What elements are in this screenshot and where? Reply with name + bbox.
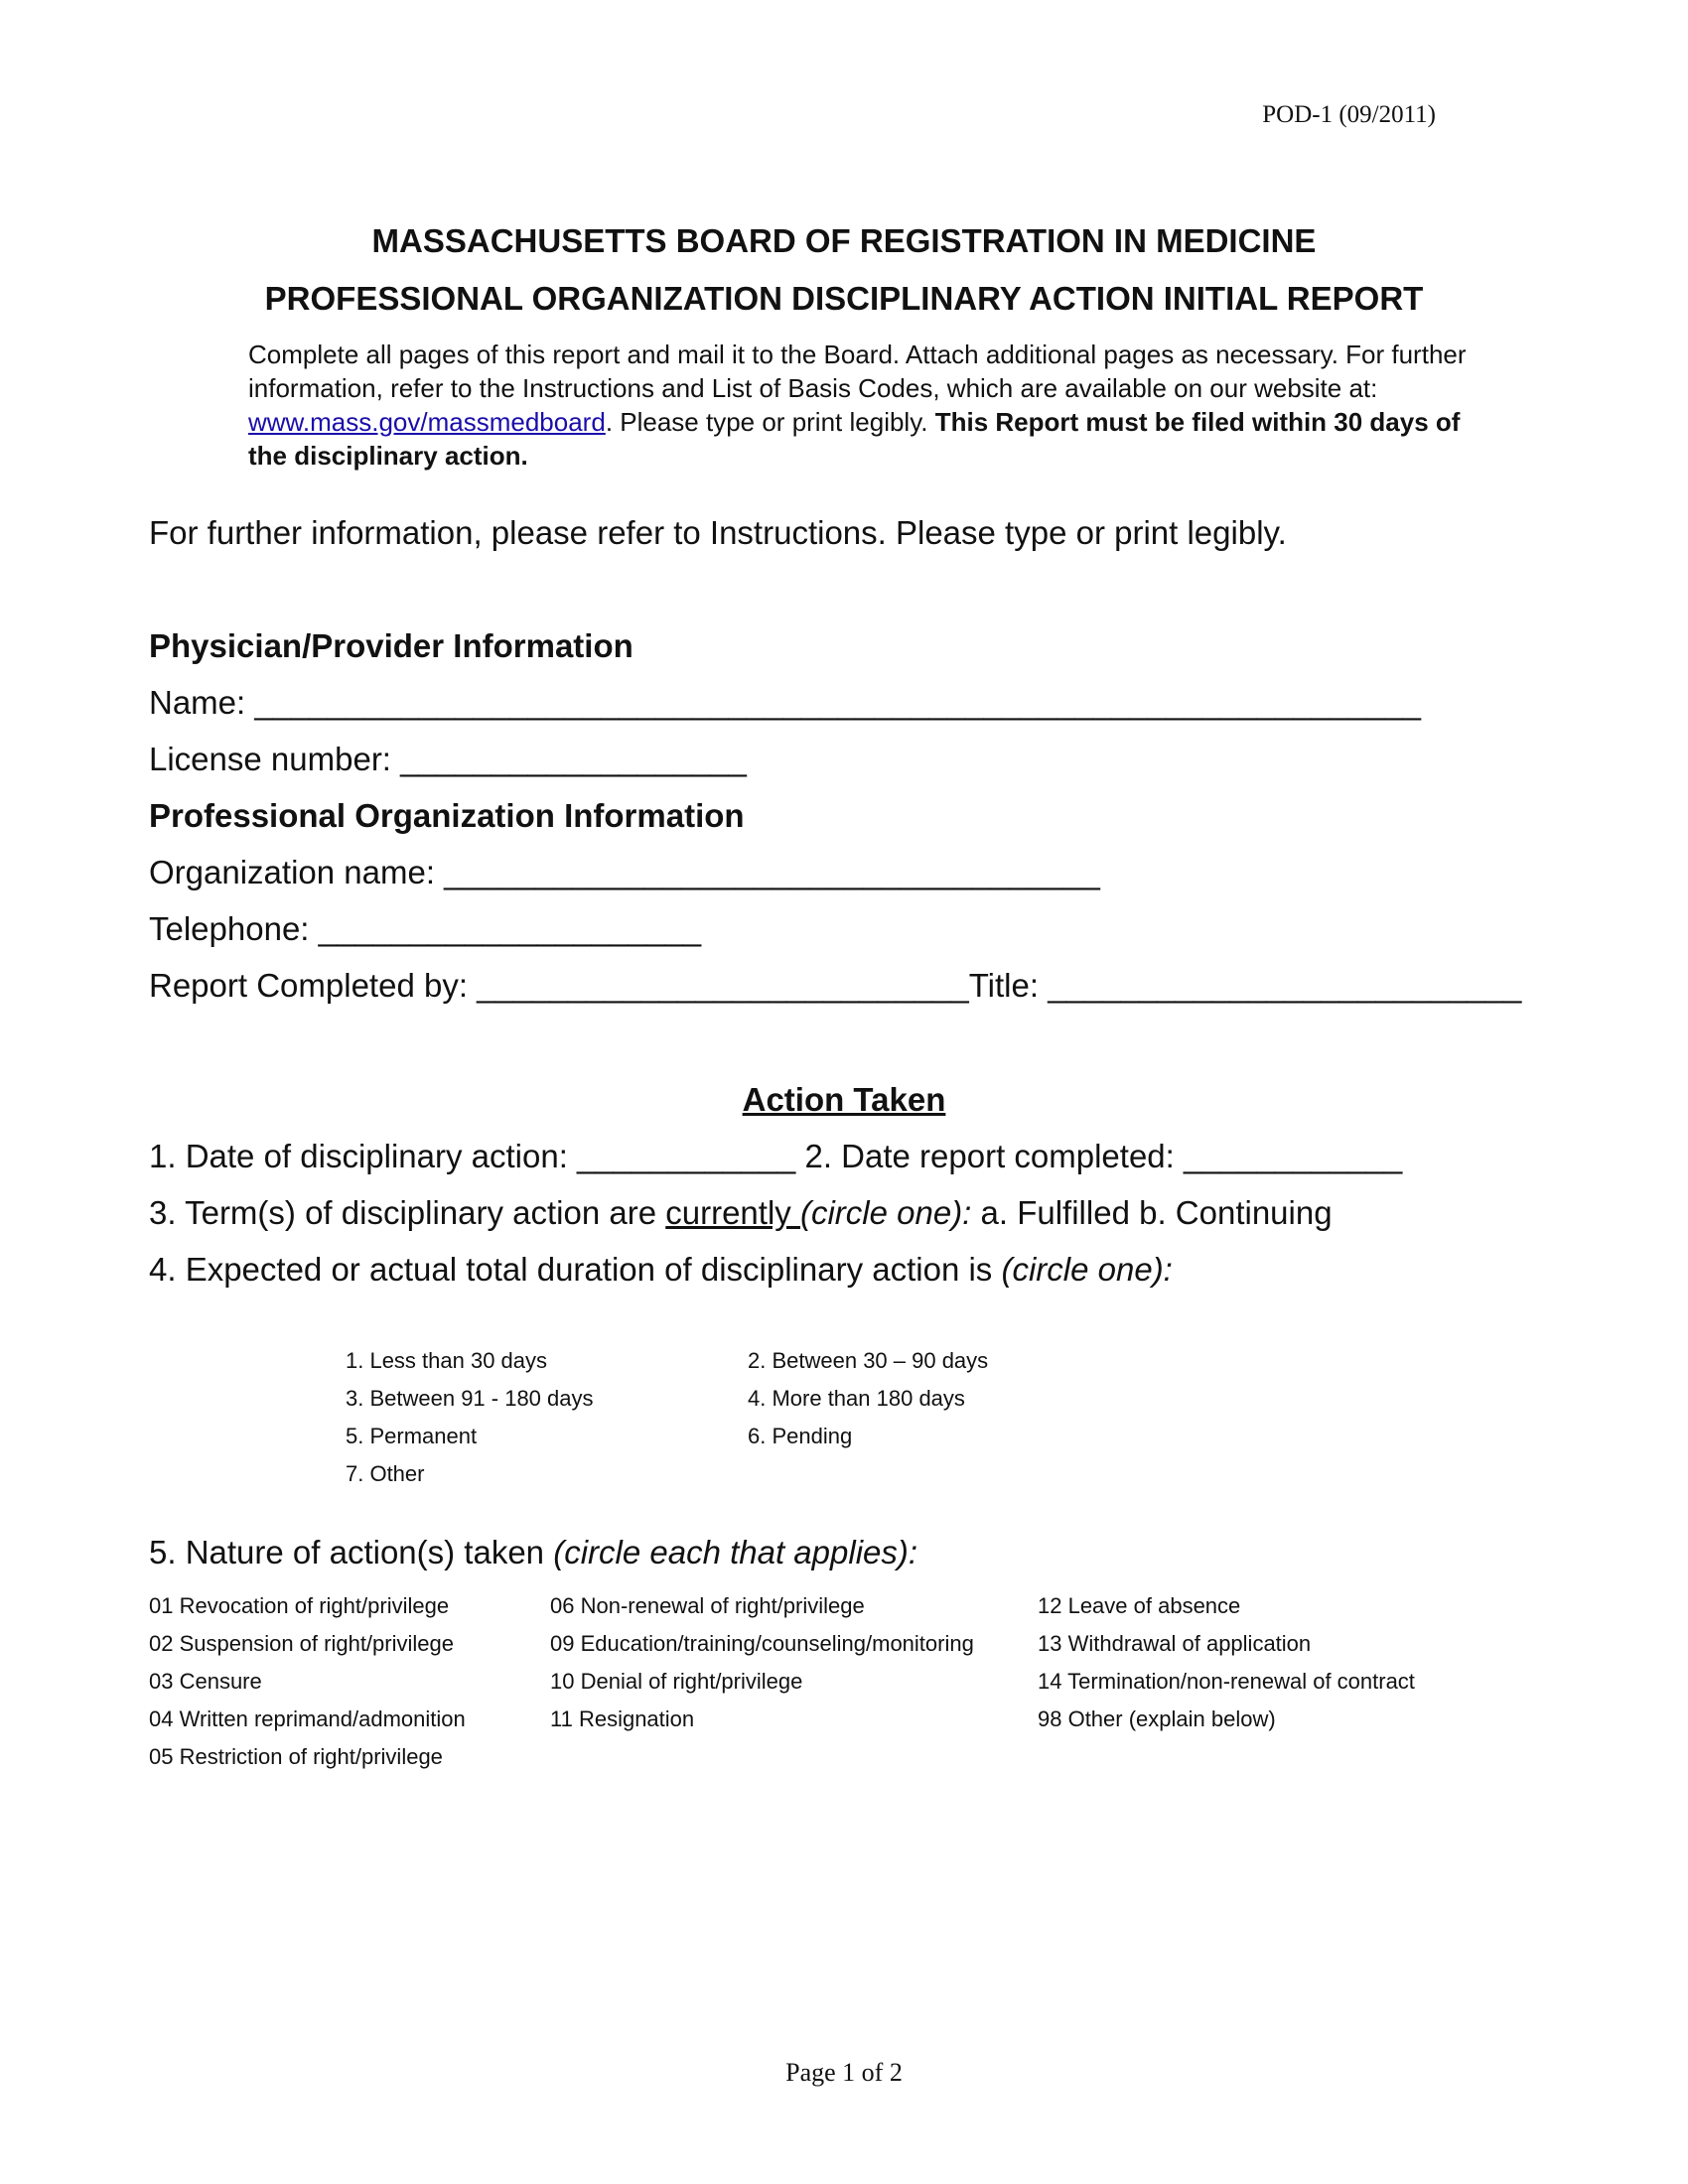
report-completed-row <box>149 967 1521 1005</box>
terms-options[interactable]: a. Fulfilled b. Continuing <box>971 1194 1333 1231</box>
completed-by-blank[interactable]: ___________________________ <box>477 967 969 1004</box>
disciplinary-date-label: 1. Date of disciplinary action: <box>149 1138 578 1174</box>
terms-prefix: 3. Term(s) of disciplinary action are <box>149 1194 666 1231</box>
organization-section-heading: Professional Organization Information <box>149 797 745 834</box>
telephone-label: Telephone: <box>149 910 319 947</box>
telephone-field[interactable] <box>149 910 701 948</box>
nature-option[interactable]: 04 Written reprimand/admonition <box>149 1706 466 1731</box>
organization-name-blank[interactable]: ____________________________________ <box>444 854 1100 890</box>
report-title: PROFESSIONAL ORGANIZATION DISCIPLINARY ACTION INITIAL REPORT <box>264 280 1424 317</box>
report-date-label: 2. Date report completed: <box>795 1138 1184 1174</box>
nature-option[interactable]: 14 Termination/non-renewal of contract <box>1038 1669 1415 1694</box>
telephone-blank[interactable]: _____________________ <box>318 910 702 947</box>
duration-option[interactable]: 1. Less than 30 days <box>346 1348 548 1373</box>
name-blank[interactable]: ________________________________________________________________ <box>254 684 1421 721</box>
nature-option[interactable]: 01 Revocation of right/privilege <box>149 1593 450 1618</box>
name-field[interactable] <box>149 684 1421 722</box>
title-label: Title: <box>968 967 1049 1004</box>
organization-name-field[interactable] <box>149 854 1100 891</box>
nature-option[interactable]: 13 Withdrawal of application <box>1038 1631 1312 1656</box>
nature-option[interactable]: 10 Denial of right/privilege <box>550 1669 803 1694</box>
nature-question <box>149 1534 917 1571</box>
intro-text-2: . Please type or print legibly. <box>605 407 935 437</box>
duration-option[interactable]: 3. Between 91 - 180 days <box>346 1386 594 1411</box>
dates-row <box>149 1138 1402 1175</box>
license-label: License number: <box>149 741 401 777</box>
nature-option[interactable]: 12 Leave of absence <box>1038 1593 1241 1618</box>
form-id: POD-1 (09/2011) <box>1262 101 1436 128</box>
duration-option[interactable]: 6. Pending <box>748 1424 853 1448</box>
duration-prefix: 4. Expected or actual total duration of disciplinary action is <box>149 1251 1002 1288</box>
organization-name-label: Organization name: <box>149 854 445 890</box>
terms-question <box>149 1194 1333 1232</box>
page-number: Page 1 of 2 <box>785 2058 903 2087</box>
nature-prefix: 5. Nature of action(s) taken <box>149 1534 554 1570</box>
nature-option[interactable]: 03 Censure <box>149 1669 262 1694</box>
terms-currently: currently <box>665 1194 800 1231</box>
duration-option[interactable]: 7. Other <box>346 1461 425 1486</box>
license-blank[interactable]: ___________________ <box>400 741 747 777</box>
board-title: MASSACHUSETTS BOARD OF REGISTRATION IN MEDICINE <box>371 222 1317 259</box>
website-link[interactable]: www.mass.gov/massmedboard <box>248 407 606 437</box>
nature-option[interactable]: 02 Suspension of right/privilege <box>149 1631 454 1656</box>
filing-deadline-note: This Report must be filed within 30 days of the disciplinary action. <box>248 407 1461 471</box>
nature-circle-each: (circle each that applies): <box>553 1534 918 1570</box>
duration-option[interactable]: 4. More than 180 days <box>748 1386 965 1411</box>
action-taken-heading: Action Taken <box>742 1081 946 1118</box>
nature-option[interactable]: 11 Resignation <box>550 1706 695 1731</box>
duration-question <box>149 1251 1173 1289</box>
title-blank[interactable]: __________________________ <box>1048 967 1522 1004</box>
nature-option[interactable]: 98 Other (explain below) <box>1038 1706 1276 1731</box>
intro-paragraph <box>248 338 1470 473</box>
license-field[interactable] <box>149 741 747 778</box>
terms-circle-one: (circle one): <box>799 1194 972 1231</box>
intro-text: Complete all pages of this report and mail it to the Board. Attach additional pages as necessary. For further information, refer to the Instructions and List of Basis Codes, which are available on our website at: <box>248 340 1467 403</box>
nature-option[interactable]: 09 Education/training/counseling/monitoring <box>550 1631 974 1656</box>
disciplinary-date-blank[interactable]: ____________ <box>577 1138 796 1174</box>
completed-by-label: Report Completed by: <box>149 967 478 1004</box>
nature-option[interactable]: 06 Non-renewal of right/privilege <box>550 1593 865 1618</box>
further-info: For further information, please refer to Instructions. Please type or print legibly. <box>149 514 1287 551</box>
name-label: Name: <box>149 684 255 721</box>
duration-option[interactable]: 5. Permanent <box>346 1424 478 1448</box>
nature-option[interactable]: 05 Restriction of right/privilege <box>149 1744 443 1769</box>
duration-option[interactable]: 2. Between 30 – 90 days <box>748 1348 989 1373</box>
physician-section-heading: Physician/Provider Information <box>149 627 633 664</box>
report-date-blank[interactable]: ____________ <box>1184 1138 1403 1174</box>
duration-circle-one: (circle one): <box>1001 1251 1173 1288</box>
